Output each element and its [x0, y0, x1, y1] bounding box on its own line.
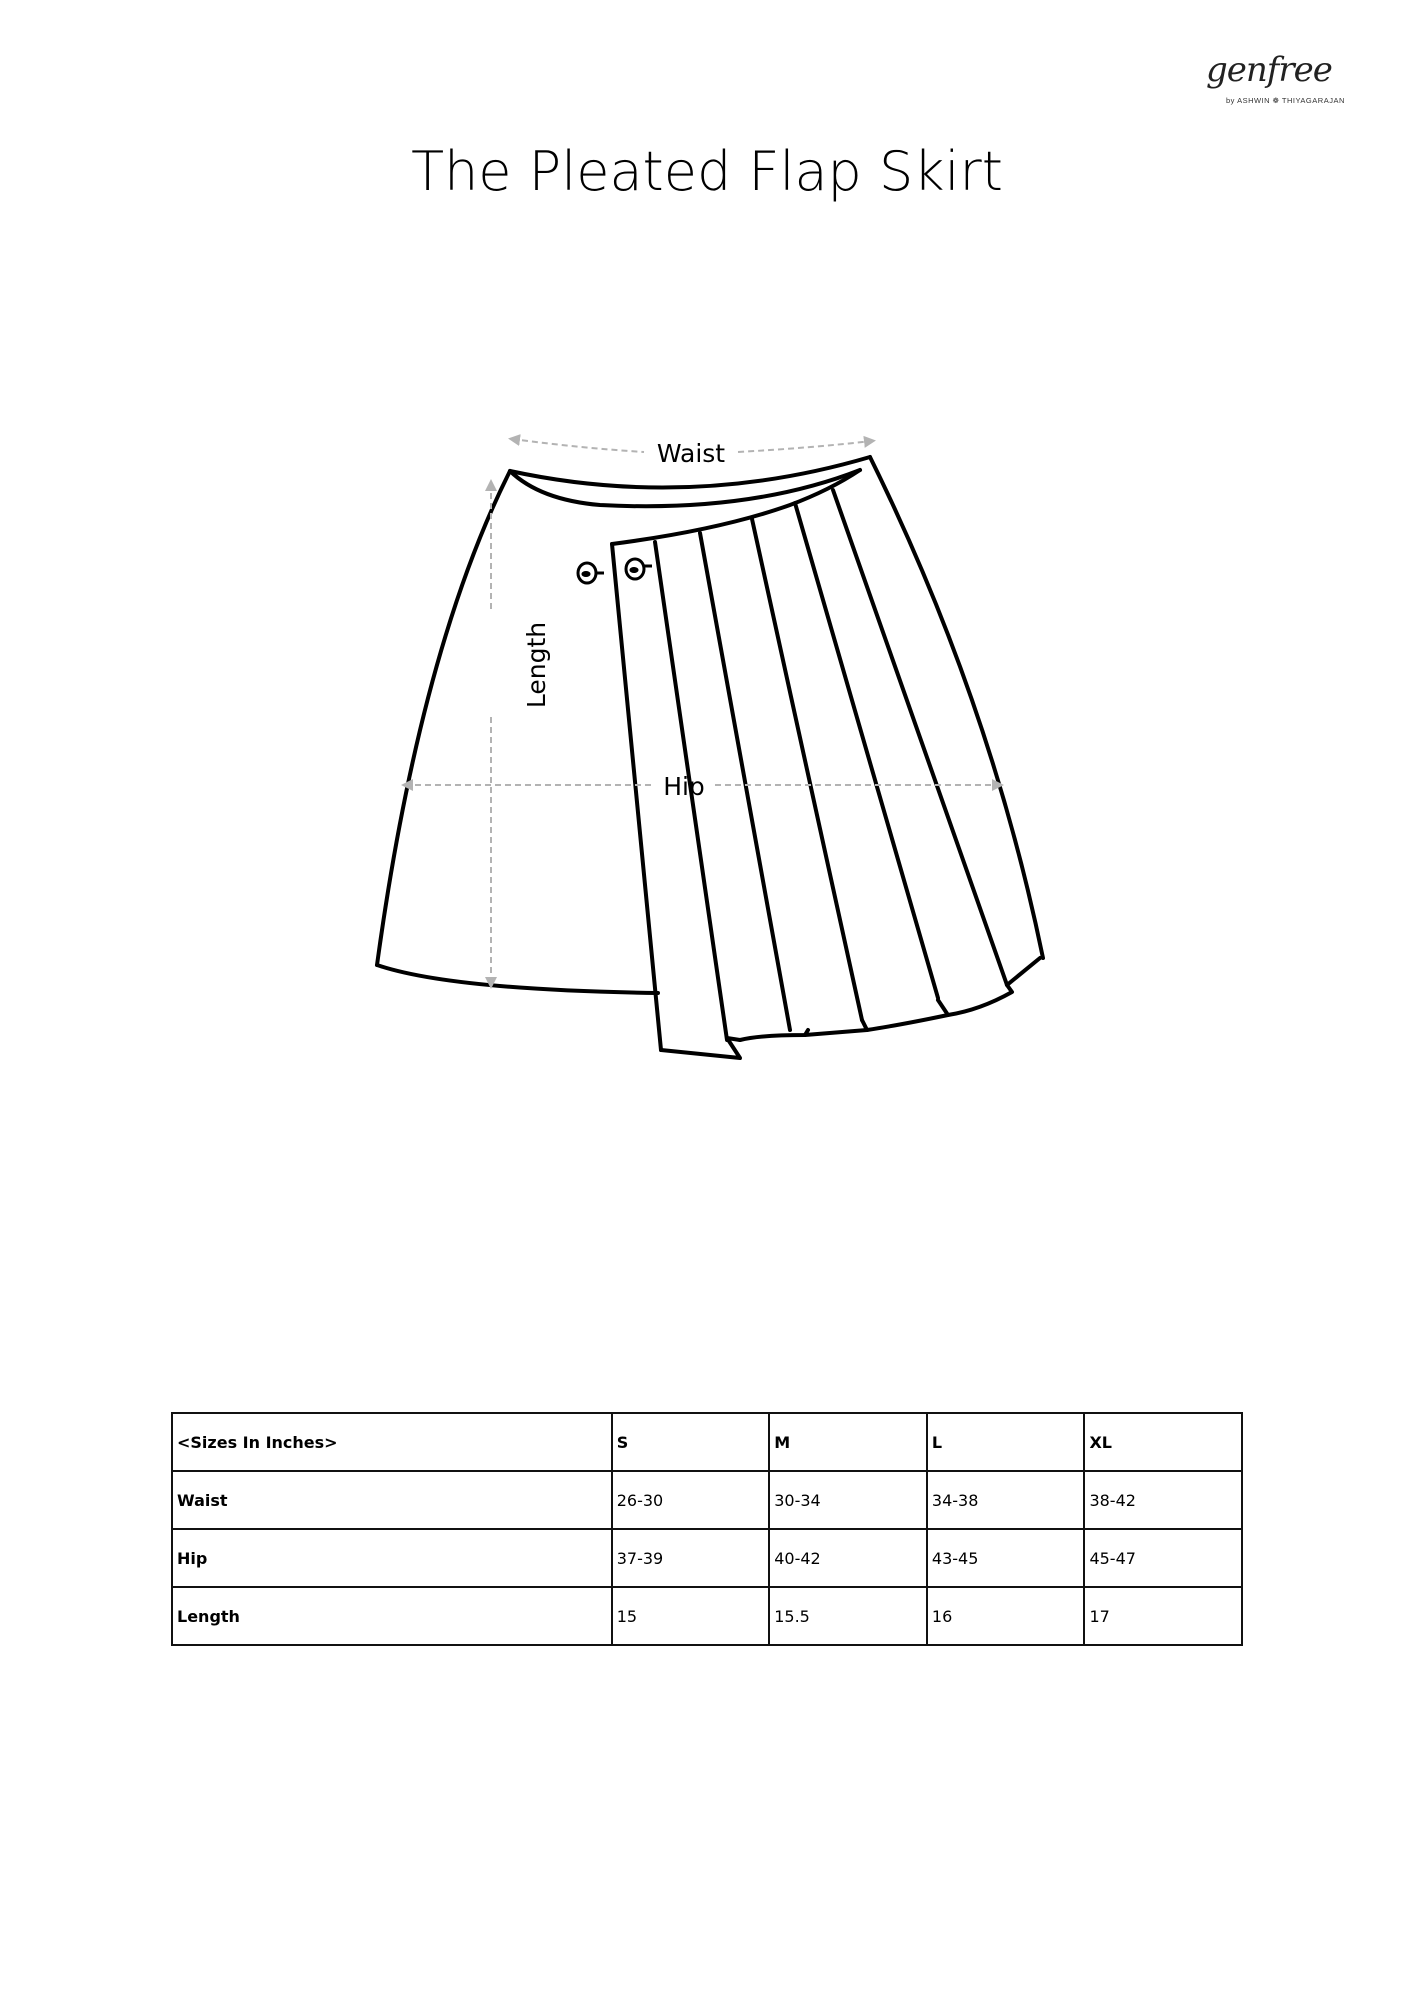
header-cell: XL [1084, 1413, 1242, 1471]
table-cell: 43-45 [927, 1529, 1085, 1587]
table-row [172, 1471, 1242, 1529]
table-cell: 40-42 [769, 1529, 927, 1587]
logo-subtitle: by ASHWIN ❁ THIYAGARAJAN [1226, 96, 1345, 105]
table-cell: 38-42 [1084, 1471, 1242, 1529]
table-cell: 37-39 [612, 1529, 770, 1587]
header-cell: M [769, 1413, 927, 1471]
table-cell: 45-47 [1084, 1529, 1242, 1587]
row-label: Length [172, 1587, 612, 1645]
table-cell: 15 [612, 1587, 770, 1645]
table-cell: 16 [927, 1587, 1085, 1645]
table-cell: 34-38 [927, 1471, 1085, 1529]
table-row [172, 1529, 1242, 1587]
hip-label: Hip [663, 772, 705, 801]
table-row [172, 1587, 1242, 1645]
row-label: Hip [172, 1529, 612, 1587]
size-chart-table [171, 1412, 1243, 1646]
button-icon [626, 559, 652, 579]
length-label: Length [522, 621, 551, 709]
header-cell: S [612, 1413, 770, 1471]
page-title: The Pleated Flap Skirt [411, 140, 1003, 203]
table-cell: 26-30 [612, 1471, 770, 1529]
row-label: Waist [172, 1471, 612, 1529]
table-cell: 17 [1084, 1587, 1242, 1645]
table-cell: 15.5 [769, 1587, 927, 1645]
skirt-outline [377, 457, 1043, 1058]
header-cell: <Sizes In Inches> [172, 1413, 612, 1471]
header-cell: L [927, 1413, 1085, 1471]
table-header-row [172, 1413, 1242, 1471]
waist-label: Waist [656, 439, 726, 468]
button-icon [578, 563, 604, 583]
logo-script-text: genfree [1206, 50, 1332, 90]
table-cell: 30-34 [769, 1471, 927, 1529]
